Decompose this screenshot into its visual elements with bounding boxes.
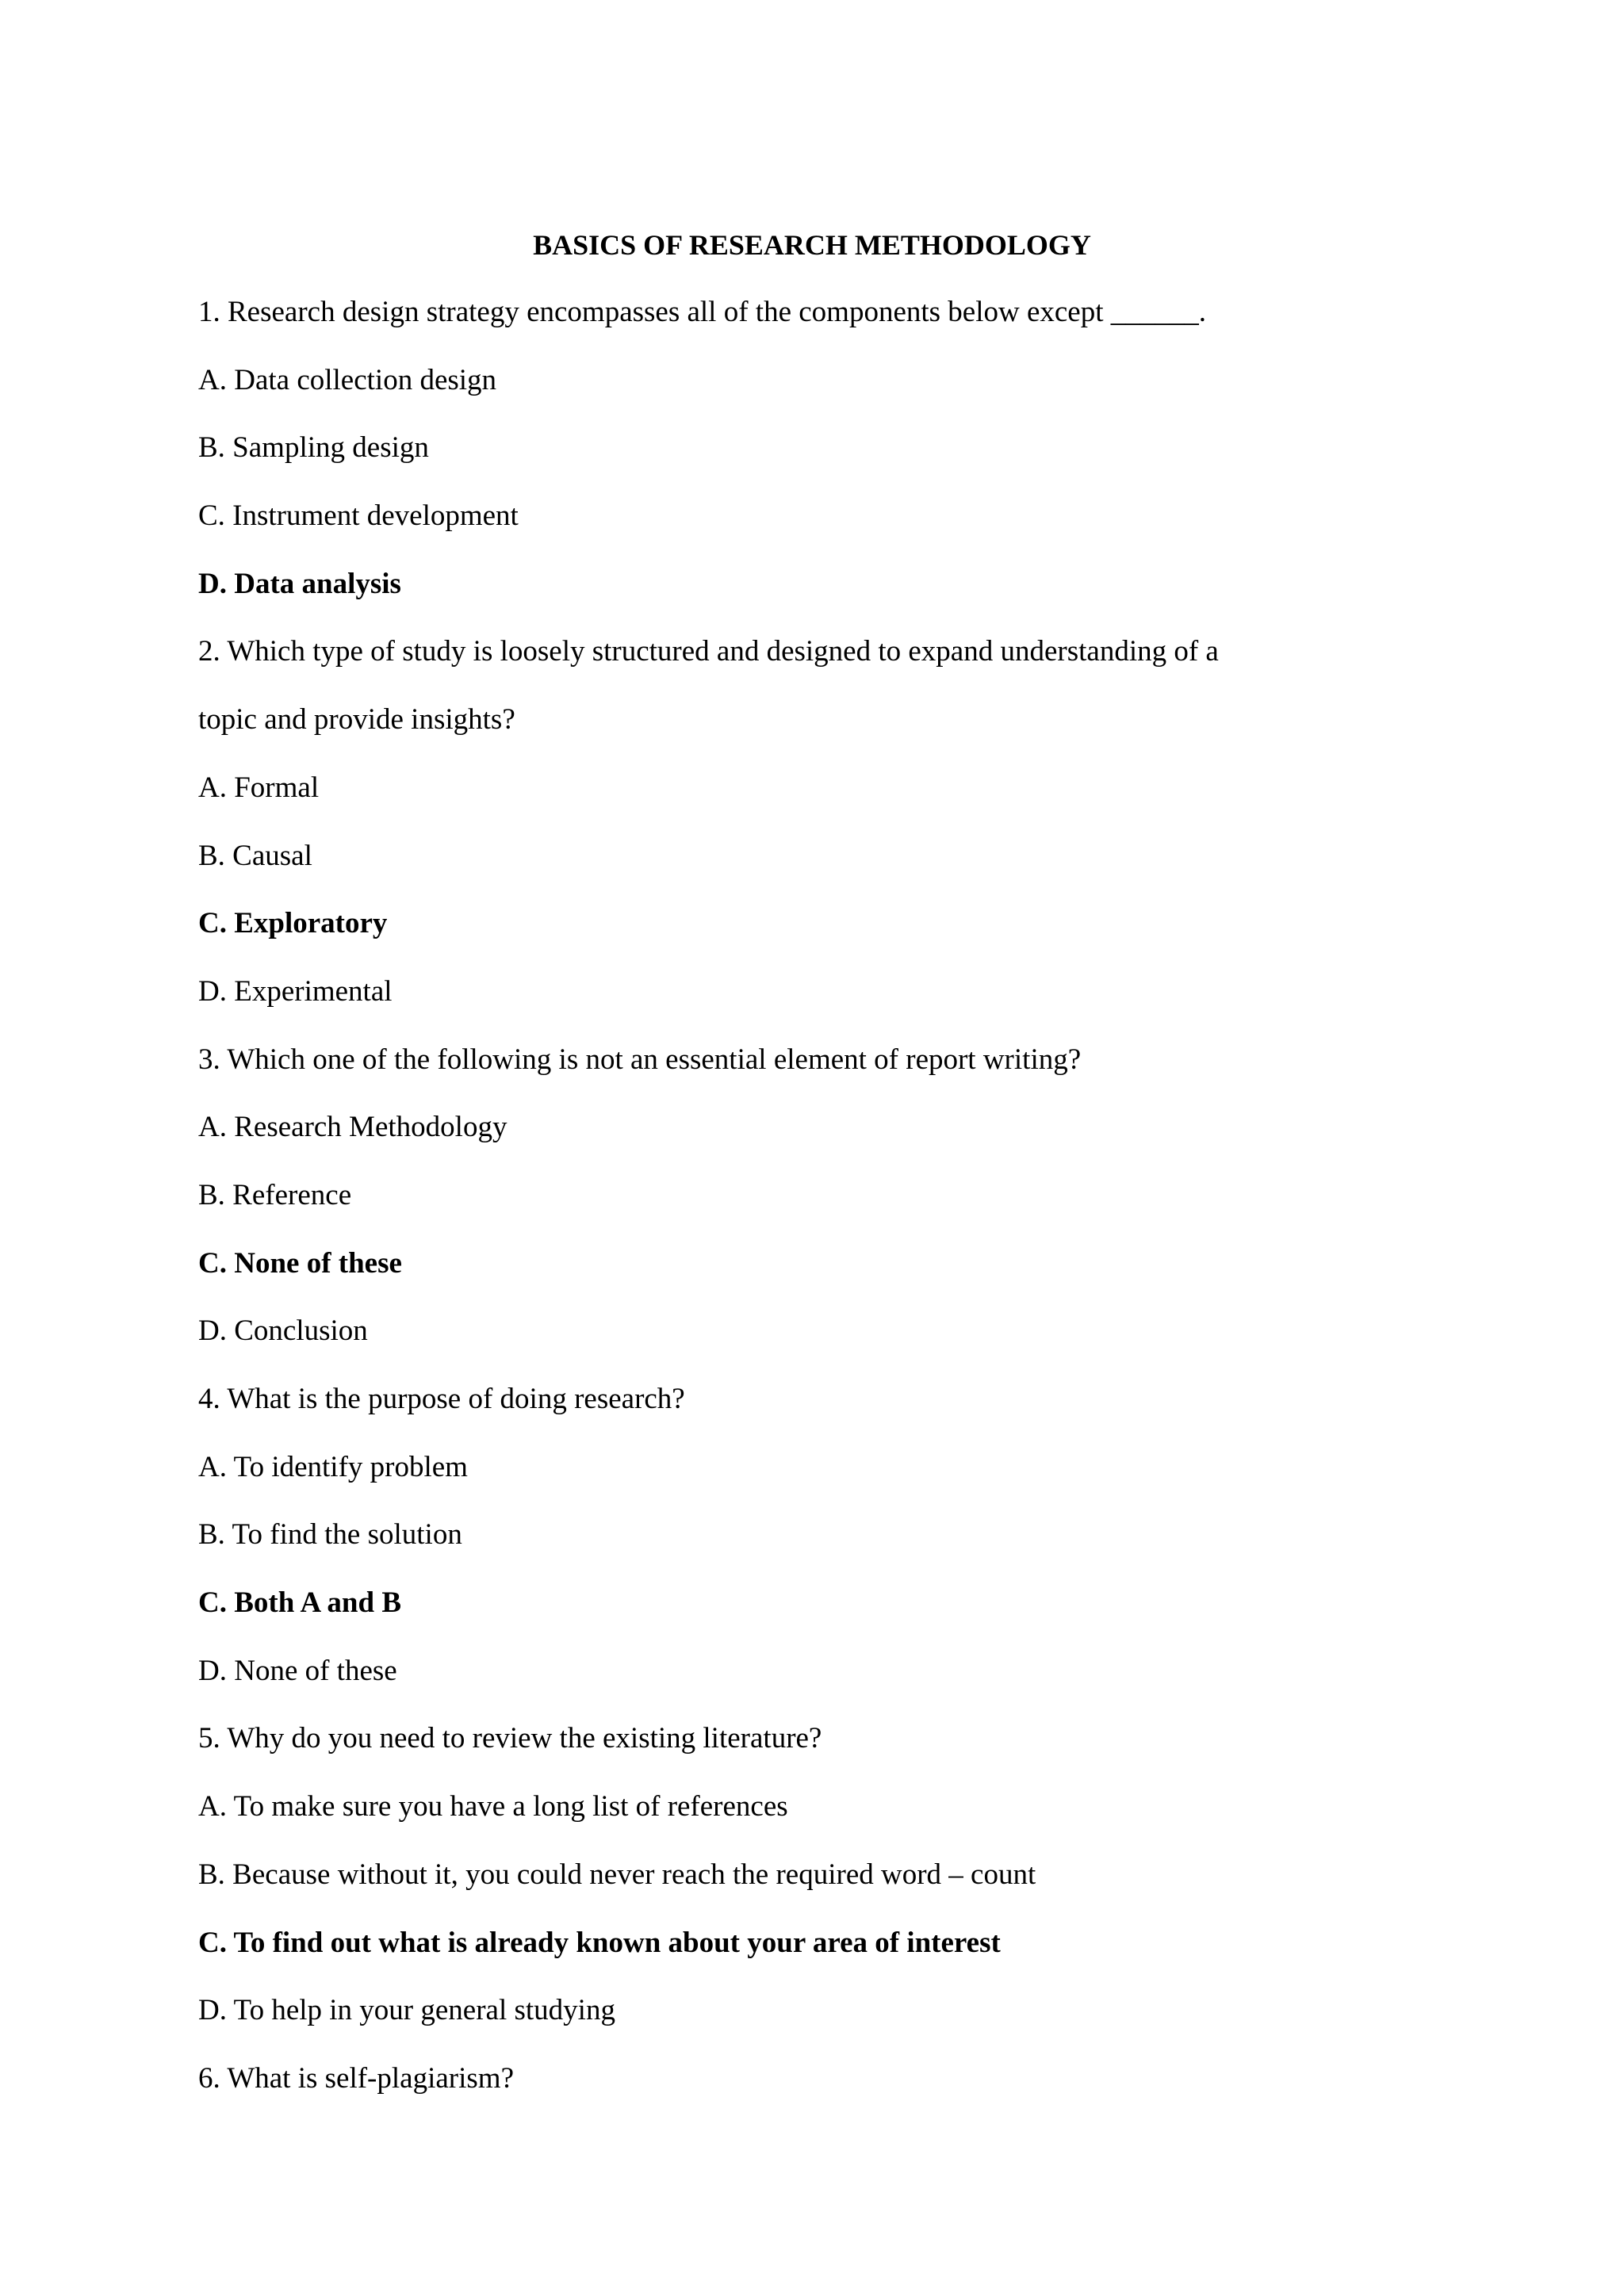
question-list <box>198 293 1530 2128</box>
question-4-option-d: D. None of these <box>198 1654 397 1687</box>
question-5-option-c-answer: C. To find out what is already known about your area of interest <box>198 1926 1001 1959</box>
question-5-text: 5. Why do you need to review the existing literature? <box>198 1722 822 1755</box>
question-2-option-c-answer: C. Exploratory <box>198 907 388 940</box>
question-2-option-b: B. Causal <box>198 839 312 872</box>
question-2-option-a: A. Formal <box>198 771 320 804</box>
question-5-option-a: A. To make sure you have a long list of references <box>198 1790 788 1823</box>
question-3-option-d: D. Conclusion <box>198 1314 368 1348</box>
question-1-option-a: A. Data collection design <box>198 363 497 396</box>
question-2-text: 2. Which type of study is loosely structured and designed to expand understanding of a <box>198 635 1219 668</box>
question-1-option-c: C. Instrument development <box>198 499 519 533</box>
question-2-text-continued: topic and provide insights? <box>198 703 515 737</box>
question-4-option-b: B. To find the solution <box>198 1518 462 1552</box>
question-1-option-b: B. Sampling design <box>198 431 429 465</box>
page-title: BASICS OF RESEARCH METHODOLOGY <box>533 229 1091 261</box>
question-2-option-d: D. Experimental <box>198 974 393 1008</box>
question-5-option-d: D. To help in your general studying <box>198 1994 615 2027</box>
question-6-text: 6. What is self-plagiarism? <box>198 2061 514 2095</box>
question-3-option-c-answer: C. None of these <box>198 1246 402 1280</box>
question-4-text: 4. What is the purpose of doing research? <box>198 1383 685 1415</box>
question-3-option-b: B. Reference <box>198 1178 352 1211</box>
question-5-option-b: B. Because without it, you could never reach the required word – count <box>198 1858 1036 1891</box>
question-3-option-a: A. Research Methodology <box>198 1111 508 1144</box>
question-4-option-a: A. To identify problem <box>198 1450 468 1483</box>
question-3-text: 3. Which one of the following is not an essential element of report writing? <box>198 1043 1082 1076</box>
question-4-option-c-answer: C. Both A and B <box>198 1586 402 1620</box>
question-1-text: 1. Research design strategy encompasses all of the components below except ______. <box>198 296 1207 328</box>
question-1-option-d-answer: D. Data analysis <box>198 567 401 600</box>
